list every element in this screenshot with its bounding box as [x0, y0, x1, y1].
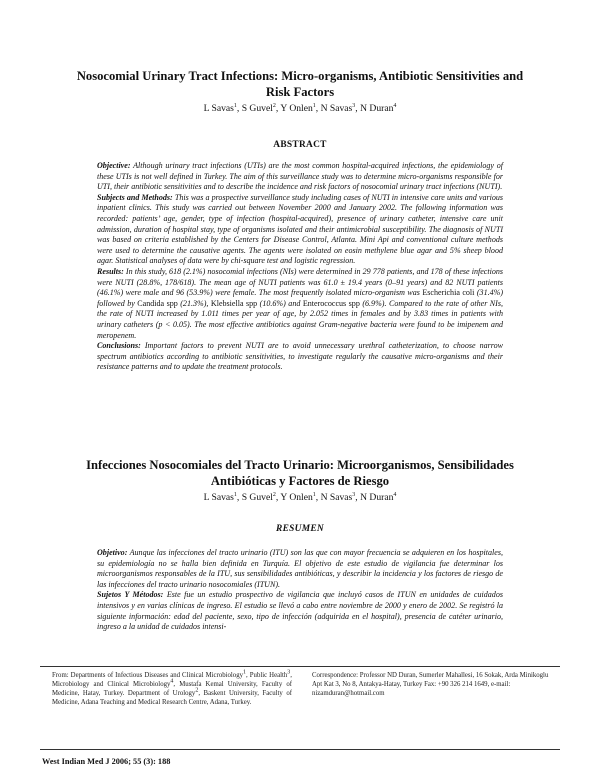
author: N Savas$^3$, — [320, 491, 361, 503]
author: Y Onlen$^1$, — [280, 102, 321, 114]
title-line: Infecciones Nosocomiales del Tracto Urinario: Microorganismos, Sensibilidades — [86, 458, 514, 472]
correspondence-footnote: Correspondence: Professor ND Duran, Sumerler Mahallesi, 16 Sokak, Arda Minikoglu Apt Kat 3, No 8, Antakya-Hatay, Turkey Fax: +90 326 214 1649, e-mail: nizamduran@hotmail.com — [312, 672, 549, 697]
abstract-methods: Subjects and Methods: This was a prospective surveillance study including cases of NUTI in intensive care units and various inpatient clinics. This study was carried out between November 2000 and January 2002. The following information was recorded: patients’ age, gender, type of infection (hospital-acquired), presence of urinary catheter, intensive care unit admission, duration of hospital stay, type of organisms isolated and their antimicrobial susceptibility. The diagnosis of NUTI was based on criteria established by the Centers for Disease Control, Atlanta. Mini Api and conventional culture methods were used to determine the causative agents. The agents were isolated on eosin methylene blue agar and 5% sheep blood agar. Statistical analyses of data were by chi-square test and logistic regression. — [97, 192, 504, 266]
title-line: Nosocomial Urinary Tract Infections: Micro-organisms, Antibiotic Sensitivities and — [76, 69, 524, 83]
author: Y Onlen$^1$, — [280, 491, 321, 503]
section-label: Sujetos Y Métodos: — [97, 590, 164, 600]
section-label: Subjects and Methods: — [97, 192, 173, 202]
section-label: Objetivo: — [97, 548, 128, 557]
abstract-spanish — [97, 548, 503, 633]
author: L Savas$^1$, — [203, 102, 242, 114]
abstract-english — [97, 161, 503, 373]
resumen-heading: RESUMEN — [276, 524, 324, 534]
section-label: Objective: — [97, 161, 131, 170]
abstract-results: Results: In this study, 618 (2.1%) nosocomial infections (NIs) were determined in 29 778 patients, and 178 of these infections were NUTI (28.8%, 178/618). The mean age of NUTI patients was 61.0 ± 19.4 years (0–91 years) and 82 NUTI patients (46.1%) were male and 96 (53.9%) were female. The most frequently isolated micro-organism was Escherichia coli (31.4%) followed by Candida spp (21.3%), Klebsiella spp (10.6%) and Enterococcus spp (6.9%). Compared to the rate of other NIs, the rate of NUTI increased by 1.011 times per year of age, by 2.052 times in females and by 3.83 times in patients with urinary catheters (p < 0.05). The most effective antibiotics against Gram-negative bacteria were found to be imipenem and meropenem. — [97, 266, 504, 340]
title-line: Risk Factors — [265, 85, 335, 99]
journal-citation: West Indian Med J 2006; 55 (3): 188 — [42, 757, 171, 766]
author: S Guvel$^2$, — [241, 102, 281, 114]
author: L Savas$^1$, — [203, 491, 242, 503]
resumen-methods: Sujetos Y Métodos: Este fue un estudio prospectivo de vigilancia que incluyó casos de ITUN en unidades de cuidados intensivos y en varias clínicas de ingreso. El estudio se llevó a cabo entre noviembre de 2000 y enero de 2002. Se registró la siguiente información: edad del paciente, sexo, tipo de infección (adquirida en el hospital), presencia de catéter urinario, ingreso a la unidad de cuidados intensi- — [97, 590, 503, 632]
abstract-objective: Objective: Although urinary tract infections (UTIs) are the most common hospital-acquired infections, the epidemiology of these UTIs is not well defined in Turkey. The aim of this surveillance study was to determine micro-organisms responsible for UTI, their antibiotic sensitivities and to describe the incidence and risk factors of nosocomial urinary tract infections (NUTI). — [97, 161, 503, 192]
paper-title-spanish — [40, 457, 560, 489]
author-list-english — [40, 103, 560, 115]
footnote-divider — [40, 666, 560, 667]
author: N Duran$^4$ — [360, 102, 397, 114]
affiliations-footnote: From: Departments of Infectious Diseases and Clinical Microbiology$^1$, Public Health$^3$, Microbiology and Clinical Microbiology$^4$, Mustafa Kemal University, Faculty of Medicine, Hatay, Turkey. Department of Urology$^2$, Baskent University, Faculty of Medicine, Adana Teaching and Medical Research Centre, Adana, Turkey. — [52, 669, 292, 706]
paper-title-english — [40, 68, 560, 100]
author: S Guvel$^2$, — [241, 491, 281, 503]
abstract-heading: ABSTRACT — [273, 140, 327, 150]
section-label: Conclusions: — [97, 341, 141, 351]
journal-divider — [40, 749, 560, 750]
title-line: Antibióticas y Factores de Riesgo — [210, 474, 390, 488]
section-label: Results: — [97, 266, 124, 276]
author: N Savas$^3$, — [320, 102, 361, 114]
resumen-objective: Objetivo: Aunque las infecciones del tracto urinario (ITU) son las que con mayor frecuencia se adquieren en los hospitales, su epidemiología no se halla bien definida en Turquía. El objetivo de este estudio de vigilancia fue determinar los microorganismos responsables de la ITU, sus sensibilidades antibióticas, y describir la incidencia y los factores de riesgo de las infecciones del tracto urinario nosocomiales (ITUN). — [97, 548, 503, 589]
author-list-spanish — [40, 492, 560, 504]
abstract-conclusions: Conclusions: Important factors to prevent NUTI are to avoid unnecessary urethral catheterization, to choose narrow spectrum antibiotics according to antibiotic sensitivities, to investigate regularly the causative micro-organisms and their resistance patterns and to update the treatment protocols. — [97, 341, 503, 372]
author: N Duran$^4$ — [360, 491, 397, 503]
